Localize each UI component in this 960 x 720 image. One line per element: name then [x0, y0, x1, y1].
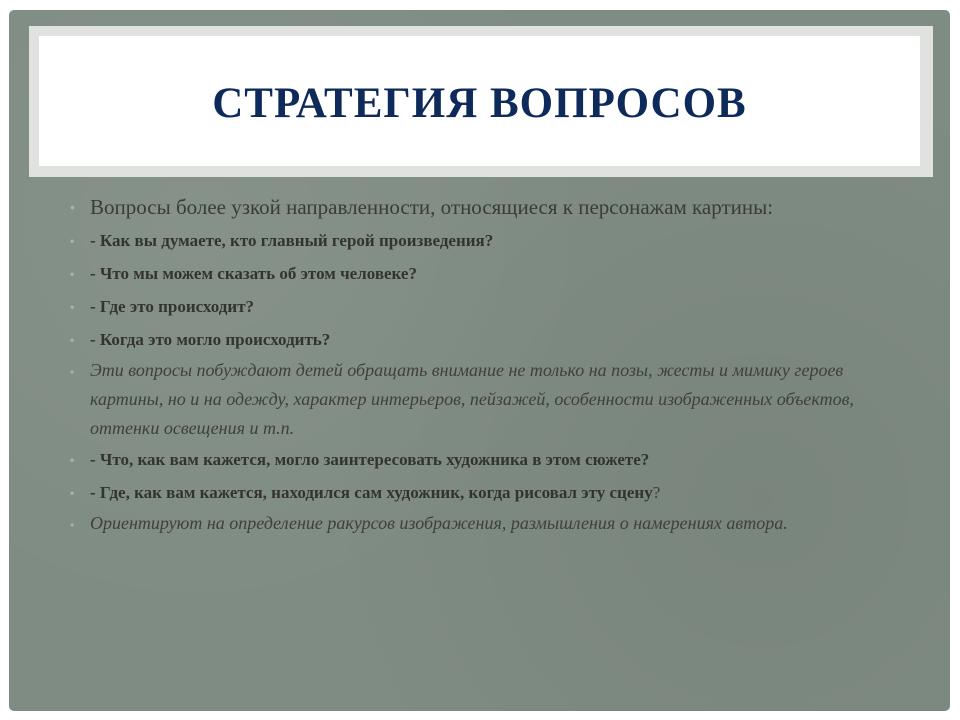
slide-body — [68, 192, 898, 538]
bullet-question-artist-position — [68, 482, 898, 504]
bullet-question-when: • - Когда это могло происходить? — [68, 329, 898, 351]
bullet-intro: • Вопросы более узкой направленности, относящиеся к персонажам картины: — [68, 192, 898, 222]
slide-title: СТРАТЕГИЯ ВОПРОСОВ — [212, 79, 747, 127]
bullet-question-main-hero: • - Как вы думаете, кто главный герой произведения? — [68, 230, 898, 252]
bullet-question-where: • - Где это происходит? — [68, 296, 898, 318]
title-band — [29, 26, 933, 177]
bullet-question-artist-interest: • - Что, как вам кажется, могло заинтересовать художника в этом сюжете? — [68, 449, 898, 471]
title-box — [39, 36, 920, 166]
bullet-note-perspective: • Ориентируют на определение ракурсов изображения, размышления о намерениях автора. — [68, 509, 898, 538]
question-mark: ? — [652, 483, 661, 502]
bullet-note-attention: • Эти вопросы побуждают детей обращать внимание не только на позы, жесты и мимику героев картины, но и на одежду, характер интерьеров, пейзажей, особенности изображенных объектов, оттенки освещения и т.п. — [68, 356, 898, 443]
question-artist-position-text: - Где, как вам кажется, находился сам художник, когда рисовал эту сцену — [90, 483, 653, 502]
bullet-question-about-person: • - Что мы можем сказать об этом человеке? — [68, 263, 898, 285]
